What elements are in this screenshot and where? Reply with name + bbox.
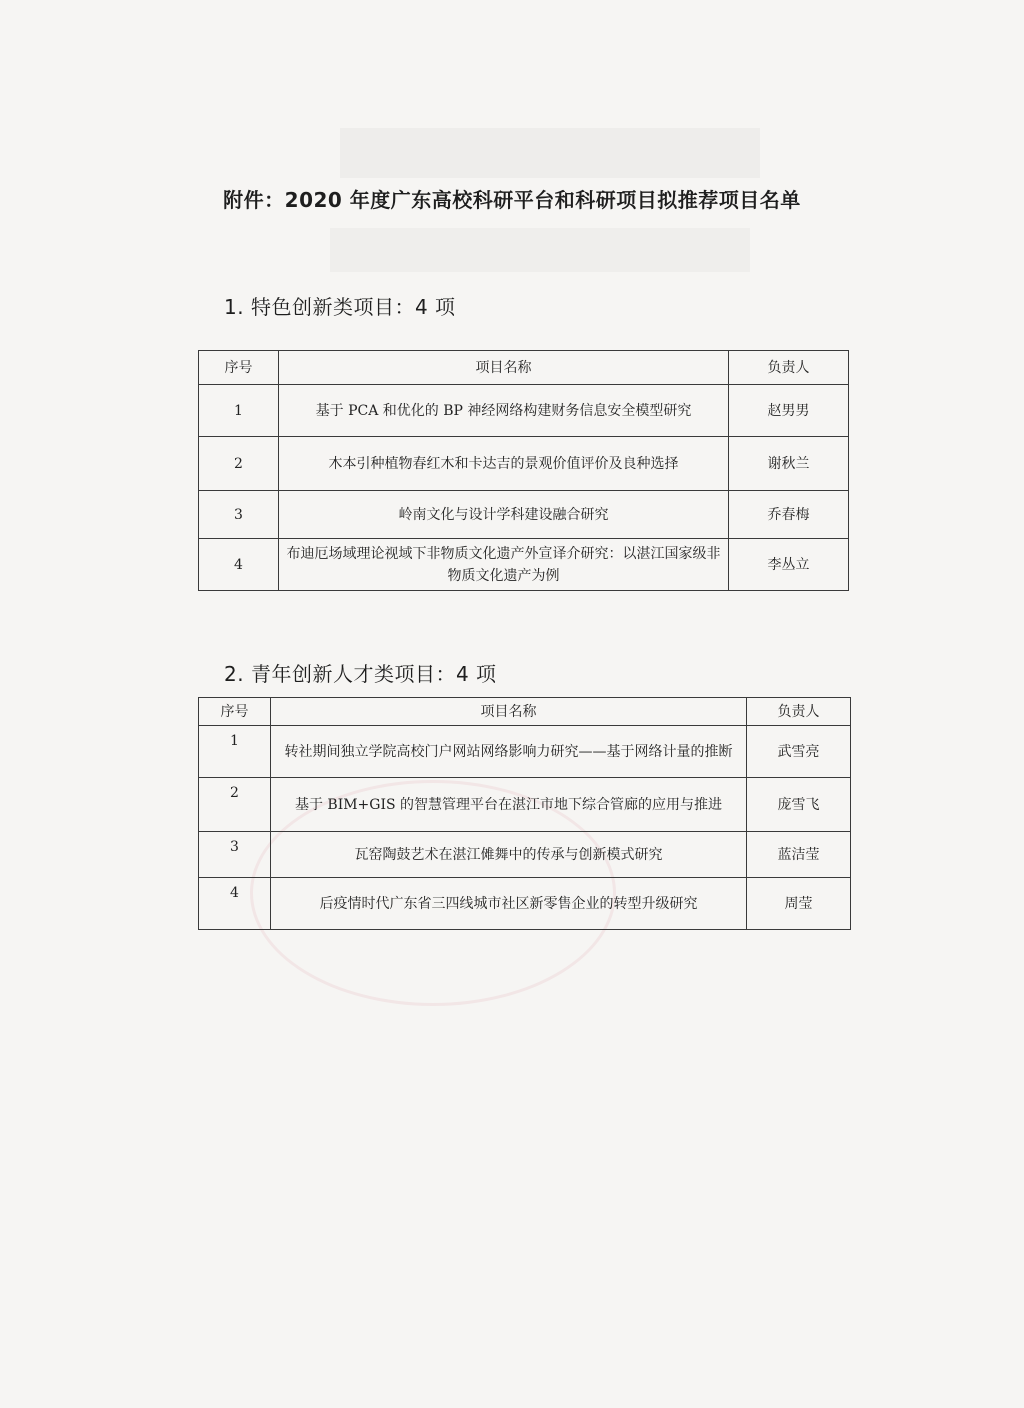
column-header-no: 序号 xyxy=(199,351,279,385)
row-no: 2 xyxy=(199,437,279,491)
table-row xyxy=(199,832,851,878)
column-header-name: 项目名称 xyxy=(279,351,729,385)
table-header-row xyxy=(199,351,849,385)
row-project-name: 后疫情时代广东省三四线城市社区新零售企业的转型升级研究 xyxy=(271,878,747,930)
table-row xyxy=(199,437,849,491)
row-project-name: 布迪厄场域理论视域下非物质文化遗产外宣译介研究：以湛江国家级非物质文化遗产为例 xyxy=(279,539,729,591)
section-heading-featured-innovation: 1. 特色创新类项目：4 项 xyxy=(224,295,456,319)
bleed-through-decoration xyxy=(340,128,760,178)
table-row xyxy=(199,385,849,437)
row-project-name: 基于 PCA 和优化的 BP 神经网络构建财务信息安全模型研究 xyxy=(279,385,729,437)
row-no: 2 xyxy=(199,778,271,832)
young-talent-table xyxy=(198,697,851,930)
row-leader: 谢秋兰 xyxy=(729,437,849,491)
row-leader: 周莹 xyxy=(747,878,851,930)
row-leader: 赵男男 xyxy=(729,385,849,437)
table-row xyxy=(199,878,851,930)
row-leader: 庞雪飞 xyxy=(747,778,851,832)
row-leader: 乔春梅 xyxy=(729,491,849,539)
table-header-row xyxy=(199,698,851,726)
row-project-name: 岭南文化与设计学科建设融合研究 xyxy=(279,491,729,539)
table-row xyxy=(199,491,849,539)
row-no: 4 xyxy=(199,878,271,930)
column-header-no: 序号 xyxy=(199,698,271,726)
row-no: 1 xyxy=(199,385,279,437)
featured-innovation-table xyxy=(198,350,849,591)
row-project-name: 木本引种植物春红木和卡达吉的景观价值评价及良种选择 xyxy=(279,437,729,491)
bleed-through-decoration xyxy=(330,228,750,272)
table-row xyxy=(199,778,851,832)
column-header-leader: 负责人 xyxy=(747,698,851,726)
column-header-leader: 负责人 xyxy=(729,351,849,385)
row-leader: 武雪亮 xyxy=(747,726,851,778)
section-heading-young-talent: 2. 青年创新人才类项目：4 项 xyxy=(224,662,497,686)
row-leader: 蓝洁莹 xyxy=(747,832,851,878)
page-title: 附件：2020 年度广东高校科研平台和科研项目拟推荐项目名单 xyxy=(223,188,801,212)
row-no: 4 xyxy=(199,539,279,591)
row-project-name: 瓦窑陶鼓艺术在湛江傩舞中的传承与创新模式研究 xyxy=(271,832,747,878)
row-leader: 李丛立 xyxy=(729,539,849,591)
row-no: 1 xyxy=(199,726,271,778)
table-row xyxy=(199,726,851,778)
row-project-name: 基于 BIM+GIS 的智慧管理平台在湛江市地下综合管廊的应用与推进 xyxy=(271,778,747,832)
table-row xyxy=(199,539,849,591)
row-project-name: 转社期间独立学院高校门户网站网络影响力研究——基于网络计量的推断 xyxy=(271,726,747,778)
row-no: 3 xyxy=(199,491,279,539)
row-no: 3 xyxy=(199,832,271,878)
column-header-name: 项目名称 xyxy=(271,698,747,726)
